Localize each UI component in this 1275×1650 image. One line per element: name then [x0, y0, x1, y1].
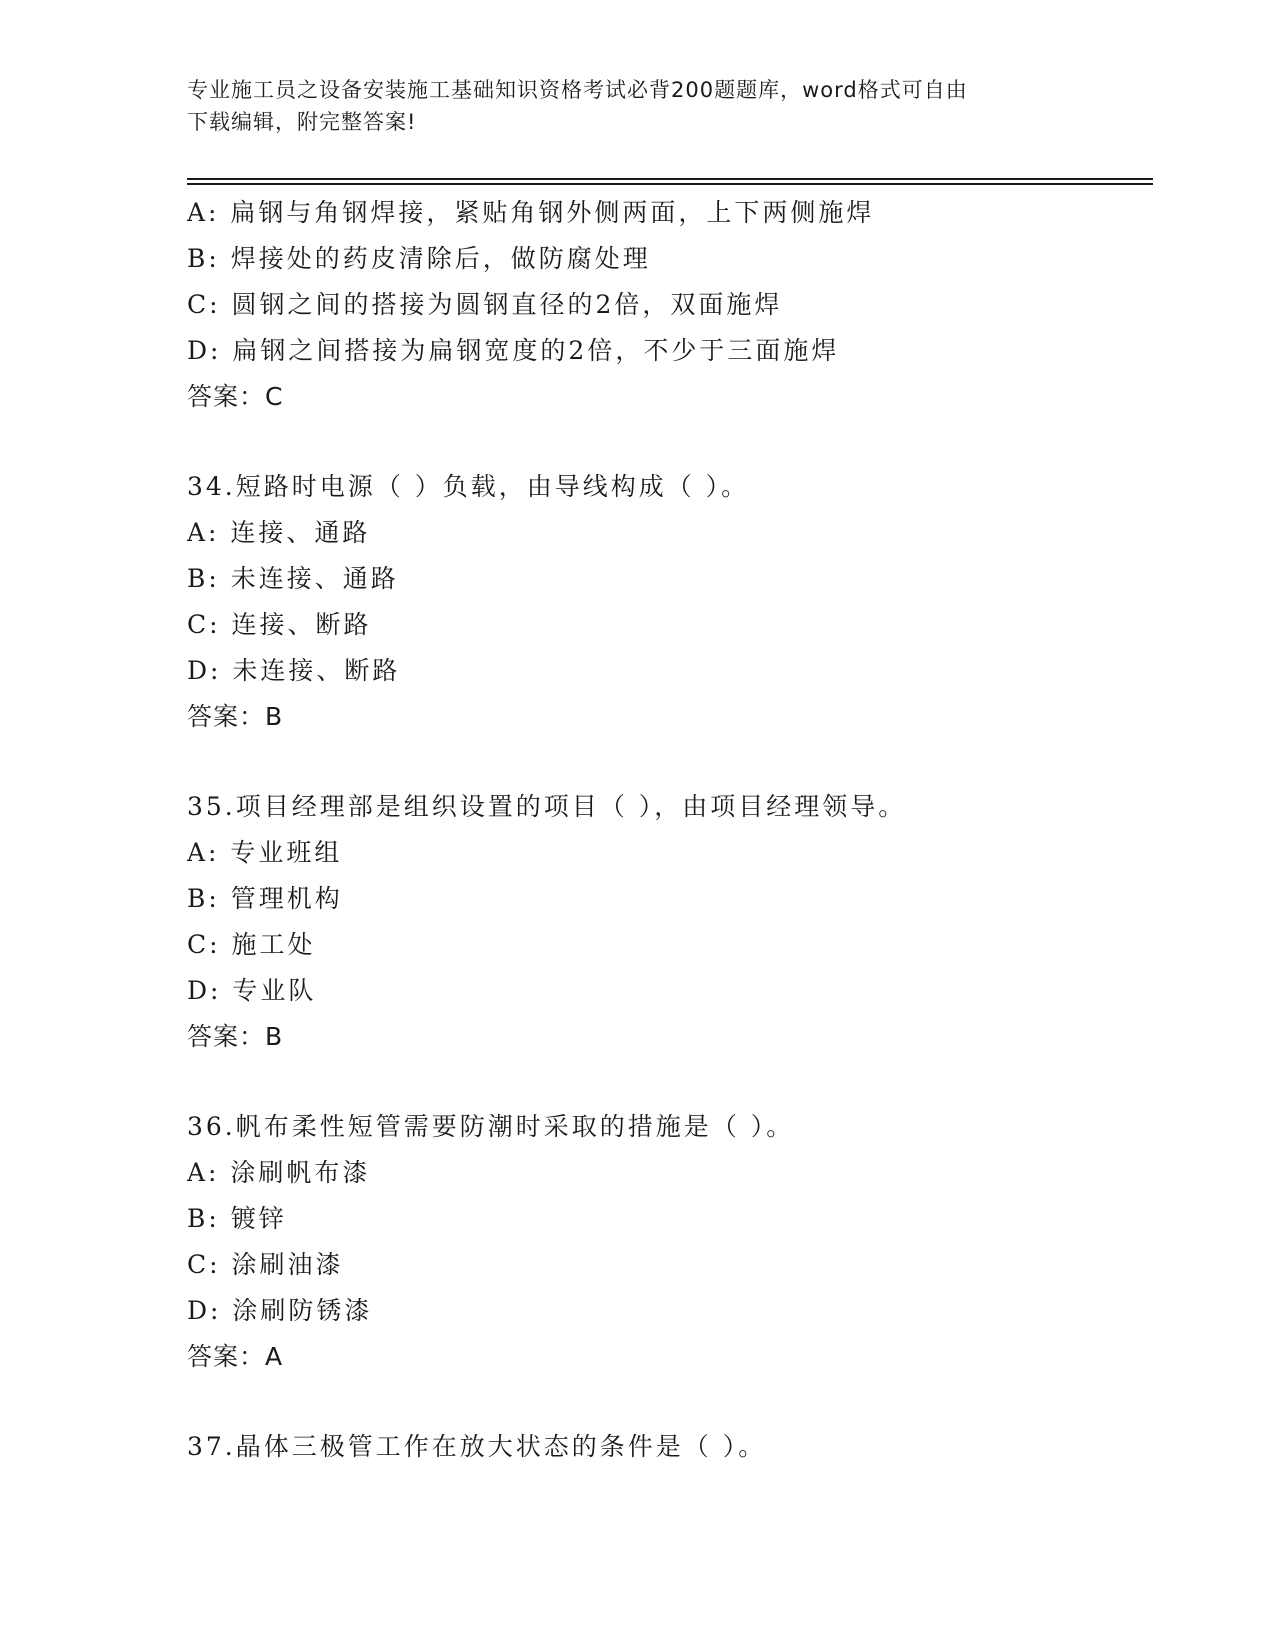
question-37 [187, 1424, 1153, 1470]
option-b: B: 焊接处的药皮清除后，做防腐处理 [187, 244, 651, 273]
option-d: D: 专业队 [187, 976, 317, 1005]
question-34 [187, 464, 1153, 740]
option-a: A: 专业班组 [187, 838, 343, 867]
question-33-continued [187, 190, 1153, 420]
answer: 答案：B [187, 1022, 284, 1051]
question-stem: 37.晶体三极管工作在放大状态的条件是（ ）。 [187, 1432, 767, 1461]
option-d: D: 未连接、断路 [187, 656, 401, 685]
question-stem: 34.短路时电源（ ）负载，由导线构成（ ）。 [187, 472, 750, 501]
header-line-1: 专业施工员之设备安装施工基础知识资格考试必背200题题库，word格式可自由 [187, 78, 968, 102]
option-b: B: 镀锌 [187, 1204, 287, 1233]
question-35 [187, 784, 1153, 1060]
answer: 答案：A [187, 1342, 284, 1371]
question-36 [187, 1104, 1153, 1380]
option-a: A: 扁钢与角钢焊接，紧贴角钢外侧两面，上下两侧施焊 [187, 198, 875, 227]
option-a: A: 连接、通路 [187, 518, 371, 547]
option-c: C: 圆钢之间的搭接为圆钢直径的2倍，双面施焊 [187, 290, 783, 319]
option-c: C: 连接、断路 [187, 610, 372, 639]
page-header [187, 74, 1087, 138]
option-c: C: 涂刷油漆 [187, 1250, 344, 1279]
question-stem: 35.项目经理部是组织设置的项目（ ），由项目经理领导。 [187, 792, 907, 821]
header-double-rule [187, 178, 1153, 185]
option-b: B: 未连接、通路 [187, 564, 399, 593]
option-d: D: 涂刷防锈漆 [187, 1296, 373, 1325]
option-b: B: 管理机构 [187, 884, 343, 913]
header-line-2: 下载编辑，附完整答案! [187, 110, 417, 134]
document-body [187, 190, 1153, 1470]
answer: 答案：B [187, 702, 284, 731]
option-a: A: 涂刷帆布漆 [187, 1158, 371, 1187]
option-c: C: 施工处 [187, 930, 316, 959]
option-d: D: 扁钢之间搭接为扁钢宽度的2倍，不少于三面施焊 [187, 336, 840, 365]
question-stem: 36.帆布柔性短管需要防潮时采取的措施是（ ）。 [187, 1112, 795, 1141]
answer: 答案：C [187, 382, 284, 411]
